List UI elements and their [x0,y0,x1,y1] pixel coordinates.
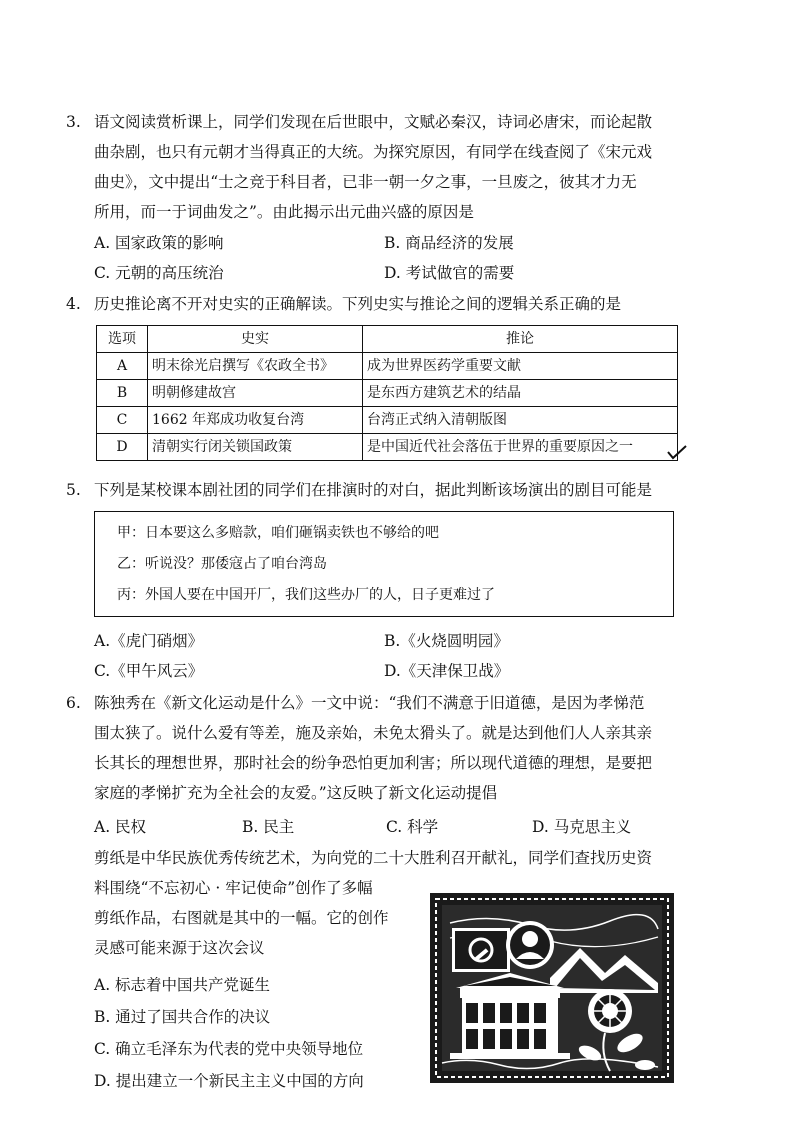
option-d[interactable]: D. 提出建立一个新民主主义中国的方向 [94,1072,364,1090]
question-5 [66,475,696,505]
row-inference: 成为世界医药学重要文献 [363,353,678,380]
dialogue-line: 甲：日本要这么多赔款，咱们砸锅卖铁也不够给的吧 [117,525,439,541]
papercut-icon [430,893,674,1083]
text-line: 剪纸作品，右图就是其中的一幅。它的创作 [94,909,389,927]
question-7-options [94,969,424,1097]
dialogue-line: 乙：听说没？那倭寇占了咱台湾岛 [117,556,327,572]
option-d[interactable]: D.《天津保卫战》 [384,662,510,680]
row-fact: 明末徐光启撰写《农政全书》 [148,353,363,380]
question-4 [66,289,696,319]
option-a[interactable]: A. 国家政策的影响 [94,234,224,252]
row-fact: 清朝实行闭关锁国政策 [148,434,363,461]
option-b[interactable]: B. 民主 [242,818,295,836]
text-line: 所用，而一于词曲发之”。由此揭示出元曲兴盛的原因是 [94,203,474,221]
question-number: 3. [66,113,81,131]
option-c[interactable]: C. 确立毛泽东为代表的党中央领导地位 [94,1040,364,1058]
row-fact: 明朝修建故宫 [148,380,363,407]
row-option: B [97,380,148,407]
text-line: 家庭的孝悌扩充为全社会的友爱。”这反映了新文化运动提倡 [94,784,498,802]
text-line: 曲杂剧，也只有元朝才当得真正的大统。为探究原因，有同学在线查阅了《宋元戏 [94,143,653,161]
text-line: 灵感可能来源于这次会议 [94,939,265,957]
column-header: 推论 [363,326,678,353]
row-fact: 1662 年郑成功收复台湾 [148,407,363,434]
question-number: 6. [66,694,81,712]
row-option: A [97,353,148,380]
option-b[interactable]: B. 通过了国共合作的决议 [94,1008,271,1026]
question-text: 历史推论离不开对史实的正确解读。下列史实与推论之间的逻辑关系正确的是 [94,295,622,313]
text-line: 曲史》，文中提出“士之竞于科目者，已非一朝一夕之事，一旦废之，彼其才力无 [94,173,637,191]
option-d[interactable]: D. 考试做官的需要 [384,264,515,282]
column-header: 选项 [97,326,148,353]
row-option: D [97,434,148,461]
question-6 [66,688,696,808]
column-header: 史实 [148,326,363,353]
text-line: 围太狭了。说什么爱有等差，施及亲始，未免太猾头了。就是达到他们人人亲其亲 [94,724,653,742]
text-line: 料围绕“不忘初心 · 牢记使命”创作了多幅 [94,879,373,897]
option-d[interactable]: D. 马克思主义 [532,818,632,836]
option-b[interactable]: B. 商品经济的发展 [384,234,514,252]
option-a[interactable]: A. 民权 [94,818,147,836]
row-inference: 是东西方建筑艺术的结晶 [363,380,678,407]
facts-table [96,325,678,461]
question-6-options [94,812,694,842]
question-text [94,688,696,808]
option-c[interactable]: C. 科学 [386,818,439,836]
option-a[interactable]: A.《虎门硝烟》 [94,632,204,650]
dialogue-line: 丙：外国人要在中国开厂，我们这些办厂的人，日子更难过了 [117,587,495,603]
table-row [97,353,678,380]
option-b[interactable]: B.《火烧圆明园》 [384,632,509,650]
table-row [97,434,678,461]
text-line: 剪纸是中华民族优秀传统艺术，为向党的二十大胜利召开献礼，同学们查找历史资 [94,849,653,867]
question-text [94,107,696,227]
question-number: 5. [66,481,81,499]
option-c[interactable]: C. 元朝的高压统治 [94,264,224,282]
table-header-row [97,326,678,353]
row-inference: 台湾正式纳入清朝版图 [363,407,678,434]
option-a[interactable]: A. 标志着中国共产党诞生 [94,976,271,994]
option-c[interactable]: C.《甲午风云》 [94,662,204,680]
table-row [97,380,678,407]
papercut-image [430,893,674,1083]
text-line: 长其长的理想世界，那时社会的纷争恐怕更加利害；所以现代道德的理想，是要把 [94,754,653,772]
row-option: C [97,407,148,434]
text-line: 陈独秀在《新文化运动是什么》一文中说：“我们不满意于旧道德，是因为孝悌范 [94,694,645,712]
question-3 [66,107,696,227]
table-row [97,407,678,434]
row-inference: 是中国近代社会落伍于世界的重要原因之一 [363,434,678,461]
check-mark-icon [666,443,688,463]
question-text: 下列是某校课本剧社团的同学们在排演时的对白，据此判断该场演出的剧目可能是 [94,481,653,499]
question-3-options [94,228,694,288]
question-5-options [94,626,694,686]
question-number: 4. [66,295,81,313]
dialogue-box [94,511,674,617]
text-line: 语文阅读赏析课上，同学们发现在后世眼中，文赋必秦汉，诗词必唐宋，而论起散 [94,113,653,131]
